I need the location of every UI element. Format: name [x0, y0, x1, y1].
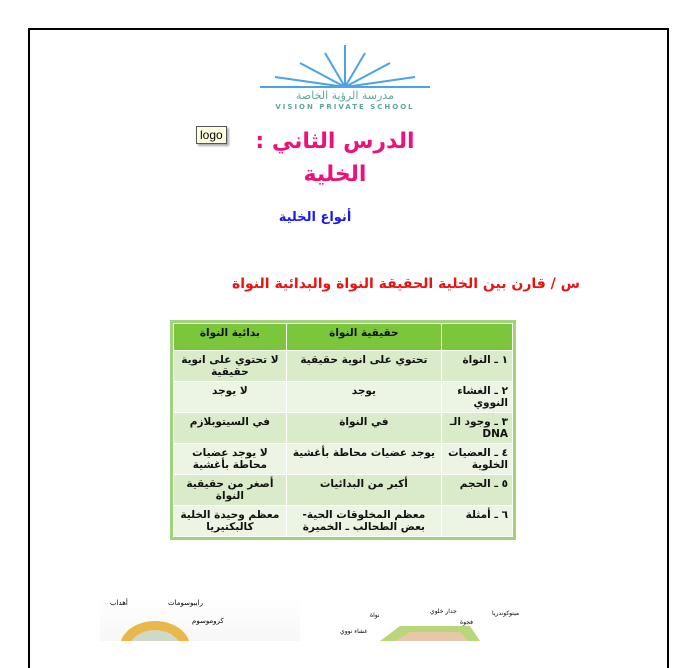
comparison-table[interactable]: [170, 320, 516, 540]
figure-label: رايبوسومات: [168, 599, 203, 607]
figure-label: أهداب: [110, 599, 128, 607]
table-cell: يوجد عضيات محاطة بأغشية: [286, 444, 441, 475]
table-cell: أكبر من البدائيات: [286, 475, 441, 506]
table-row: [174, 382, 513, 413]
figure-label: فجوة: [460, 619, 473, 626]
table-row: [174, 475, 513, 506]
row-label: ١ ـ النواة: [442, 351, 513, 382]
lesson-title-line2: الخلية: [303, 162, 367, 187]
table-row: [174, 444, 513, 475]
table-header-row: [174, 324, 513, 351]
table-cell: أصغر من حقيقية النواة: [174, 475, 287, 506]
table-cell: لا تحتوي على انوية حقيقية: [174, 351, 287, 382]
table-cell: لا يوجد عضيات محاطة بأغشية: [174, 444, 287, 475]
table-cell: تحتوي على انوية حقيقية: [286, 351, 441, 382]
logo-arabic-text: مدرسة الرؤية الخاصة: [296, 89, 394, 102]
prokaryotic-cell-figure: [100, 597, 300, 641]
figure-label: ميتوكوندريا: [492, 610, 520, 617]
table-row: [174, 351, 513, 382]
figure-label: جدار خلوي: [430, 608, 457, 615]
table-cell: لا يوجد: [174, 382, 287, 413]
row-label: ٦ ـ أمثلة: [442, 506, 513, 537]
header-cell: بدائية النواة: [174, 324, 287, 351]
question-text: س / قارن بين الخلية الحقيقة النواة والبدائية النواة: [231, 276, 580, 292]
header-cell: [442, 324, 513, 351]
eukaryotic-cell-figure: [330, 608, 550, 641]
lesson-title: الدرس الثاني :: [255, 129, 415, 154]
school-logo: [255, 45, 435, 113]
table-row: [174, 413, 513, 444]
logo-english-text: VISION PRIVATE SCHOOL: [275, 103, 415, 111]
row-label: ٣ ـ وجود الـ DNA: [442, 413, 513, 444]
figure-label: نواة: [370, 612, 380, 619]
table-cell: معظم وحيدة الخلية كالبكتيريا: [174, 506, 287, 537]
table-cell: يوجد: [286, 382, 441, 413]
table-cell: في النواة: [286, 413, 441, 444]
section-subtitle: أنواع الخلية: [278, 210, 352, 225]
figure-label: غشاء نووي: [340, 628, 368, 635]
table-cell: معظم المخلوقات الحية- بعض الطحالب ـ الخميرة: [286, 506, 441, 537]
row-label: ٥ ـ الحجم: [442, 475, 513, 506]
sunburst-icon: [255, 45, 435, 90]
table-cell: في السيتوبلازم: [174, 413, 287, 444]
header-cell: حقيقية النواة: [286, 324, 441, 351]
row-label: ٤ ـ العضيات الخلوية: [442, 444, 513, 475]
figure-label: كروموسوم: [192, 617, 224, 625]
table-row: [174, 506, 513, 537]
tooltip: logo: [196, 126, 227, 144]
row-label: ٢ ـ الغشاء النووي: [442, 382, 513, 413]
